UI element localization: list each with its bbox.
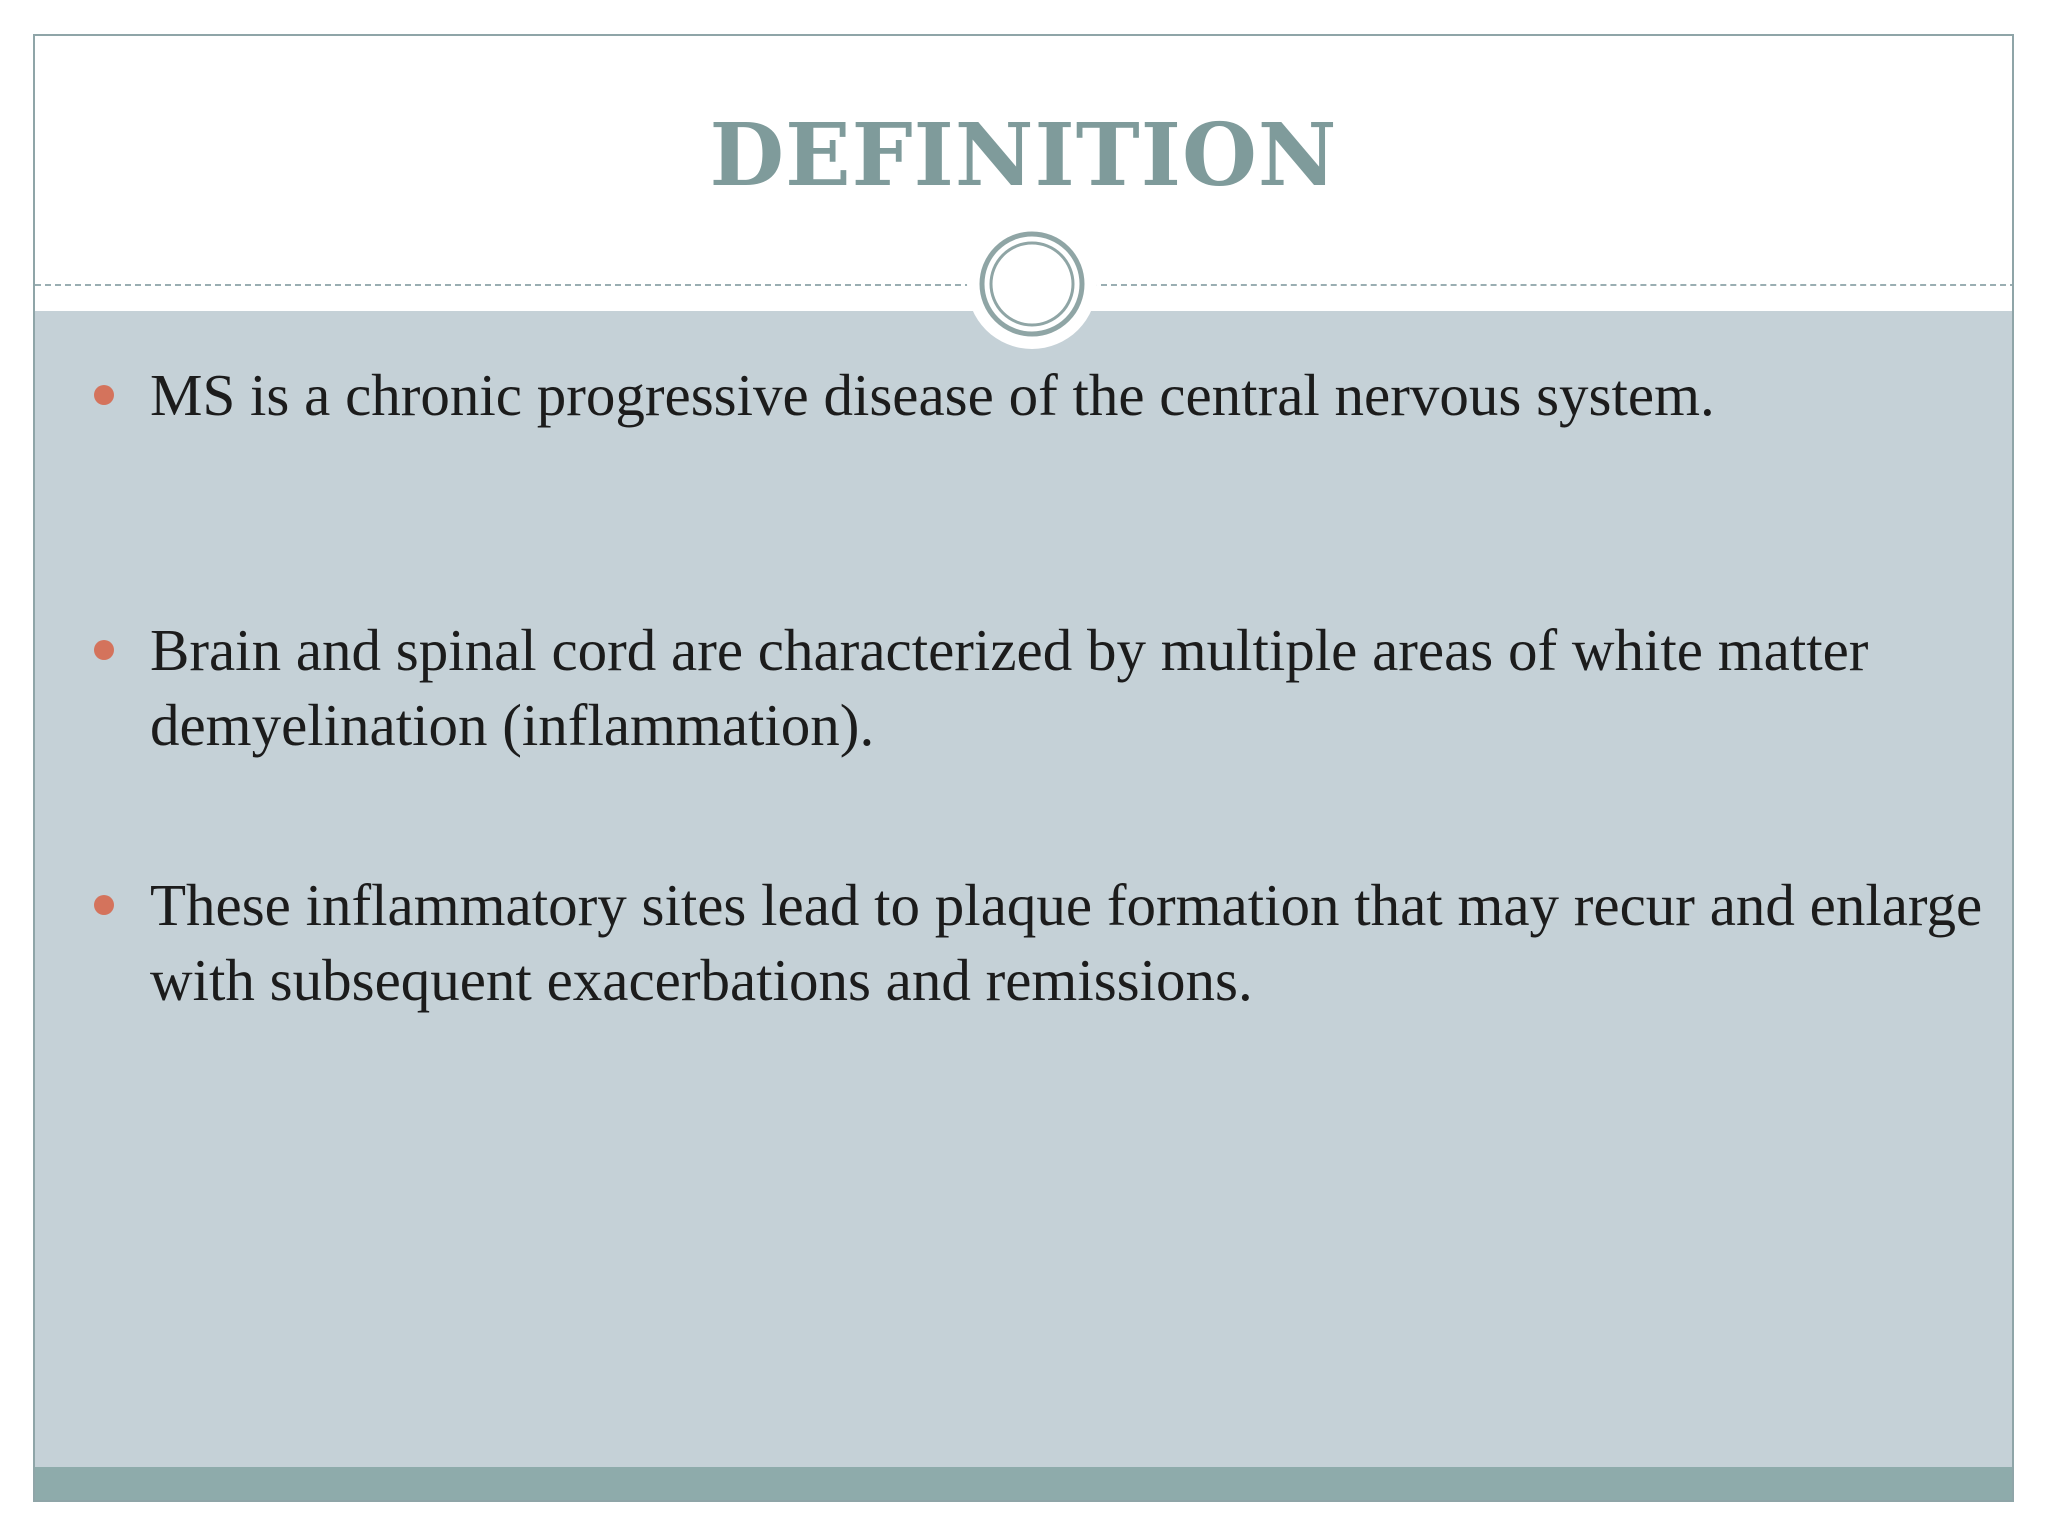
- slide: [33, 34, 2014, 1502]
- bullet-dot-icon: [94, 640, 114, 660]
- bullet-dot-icon: [94, 385, 114, 405]
- bullet-list: [35, 36, 2012, 1500]
- bullet-text: MS is a chronic progressive disease of the central nervous system.: [150, 362, 1715, 428]
- bullet-text: Brain and spinal cord are characterized by multiple areas of white matter demyelination (inflammation).: [150, 617, 1869, 758]
- bullet-text: These inflammatory sites lead to plaque formation that may recur and enlarge with subsequent exacerbations and remissions.: [150, 872, 1983, 1013]
- bullet-item: [150, 613, 1990, 763]
- slide-title: DEFINITION: [709, 105, 1338, 206]
- bullet-item: [150, 868, 1990, 1018]
- bullet-item: [150, 358, 1990, 433]
- bullet-dot-icon: [94, 895, 114, 915]
